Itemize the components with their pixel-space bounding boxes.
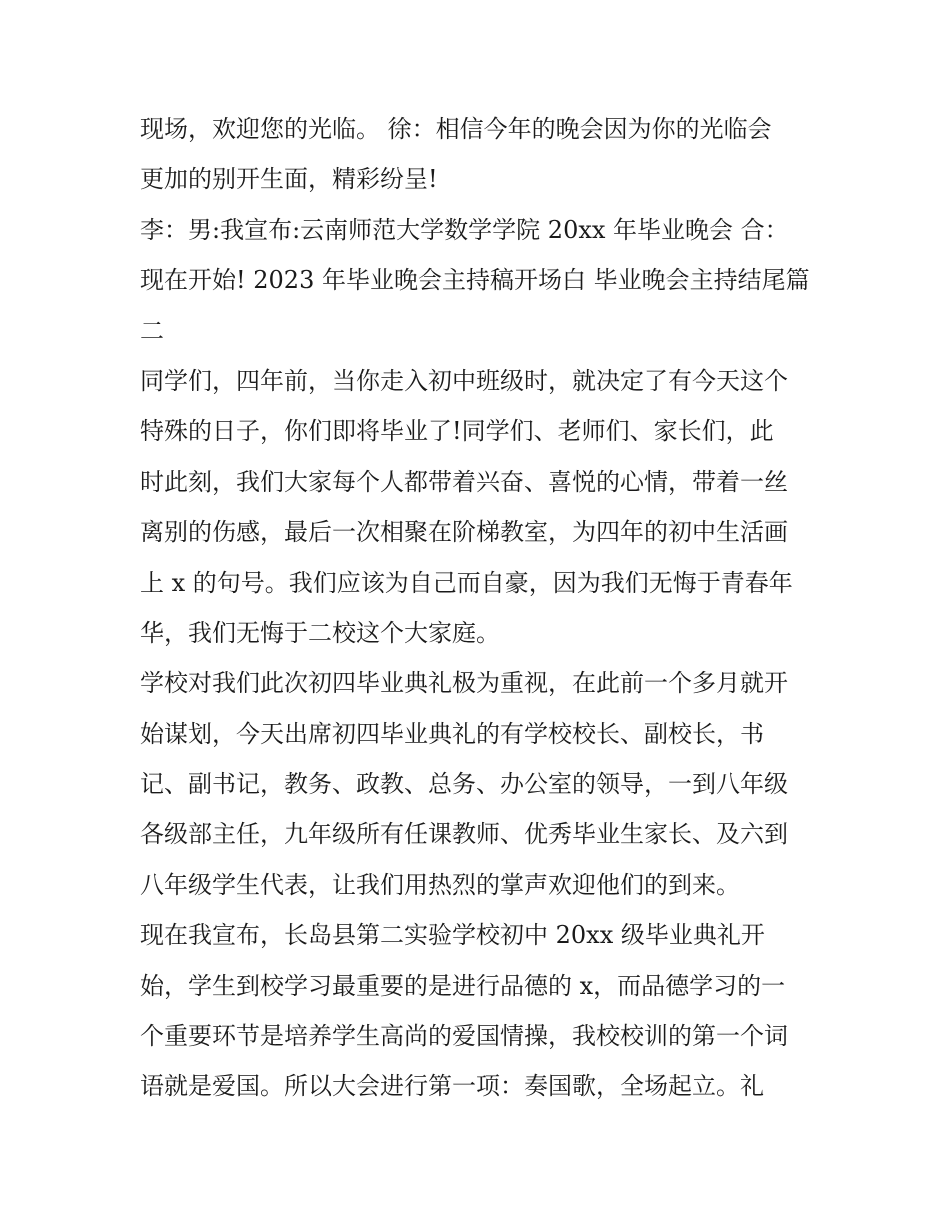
text-line: 始，学生到校学习最重要的是进行品德的 x，而品德学习的一 (140, 971, 786, 1000)
text-line: 个重要环节是培养学生高尚的爱国情操，我校校训的第一个词 (140, 1022, 788, 1051)
text-line: 学校对我们此次初四毕业典礼极为重视，在此前一个多月就开 (140, 669, 788, 698)
text-line: 各级部主任，九年级所有任课教师、优秀毕业生家长、及六到 (140, 820, 788, 849)
text-line: 八年级学生代表，让我们用热烈的掌声欢迎他们的到来。 (140, 870, 740, 899)
text-line: 现在我宣布，长岛县第二实验学校初中 20xx 级毕业典礼开 (140, 921, 765, 950)
text-line: 始谋划，今天出席初四毕业典礼的有学校校长、副校长，书 (140, 719, 764, 748)
text-line: 更加的别开生面，精彩纷呈! (140, 165, 438, 194)
text-line: 语就是爱国。所以大会进行第一项：奏国歌，全场起立。礼 (140, 1072, 764, 1101)
text-line: 二 (140, 316, 164, 345)
text-line: 离别的伤感，最后一次相聚在阶梯教室，为四年的初中生活画 (140, 518, 788, 547)
text-line: 上 x 的句号。我们应该为自己而自豪，因为我们无悔于青春年 (140, 568, 793, 597)
text-line: 时此刻，我们大家每个人都带着兴奋、喜悦的心情，带着一丝 (140, 467, 788, 496)
text-line: 特殊的日子，你们即将毕业了!同学们、老师们、家长们，此 (140, 417, 774, 446)
document-body (140, 104, 830, 1112)
text-line: 记、副书记，教务、政教、总务、办公室的领导，一到八年级 (140, 770, 788, 799)
text-line: 现在开始! 2023 年毕业晚会主持稿开场白 毕业晚会主持结尾篇 (140, 266, 810, 295)
text-line: 现场，欢迎您的光临。 徐：相信今年的晚会因为你的光临会 (140, 115, 772, 143)
text-line: 李：男:我宣布:云南师范大学数学学院 20xx 年毕业晚会 合： (140, 215, 789, 244)
text-line: 华，我们无悔于二校这个大家庭。 (140, 618, 500, 647)
text-line: 同学们，四年前，当你走入初中班级时，就决定了有今天这个 (140, 366, 788, 395)
